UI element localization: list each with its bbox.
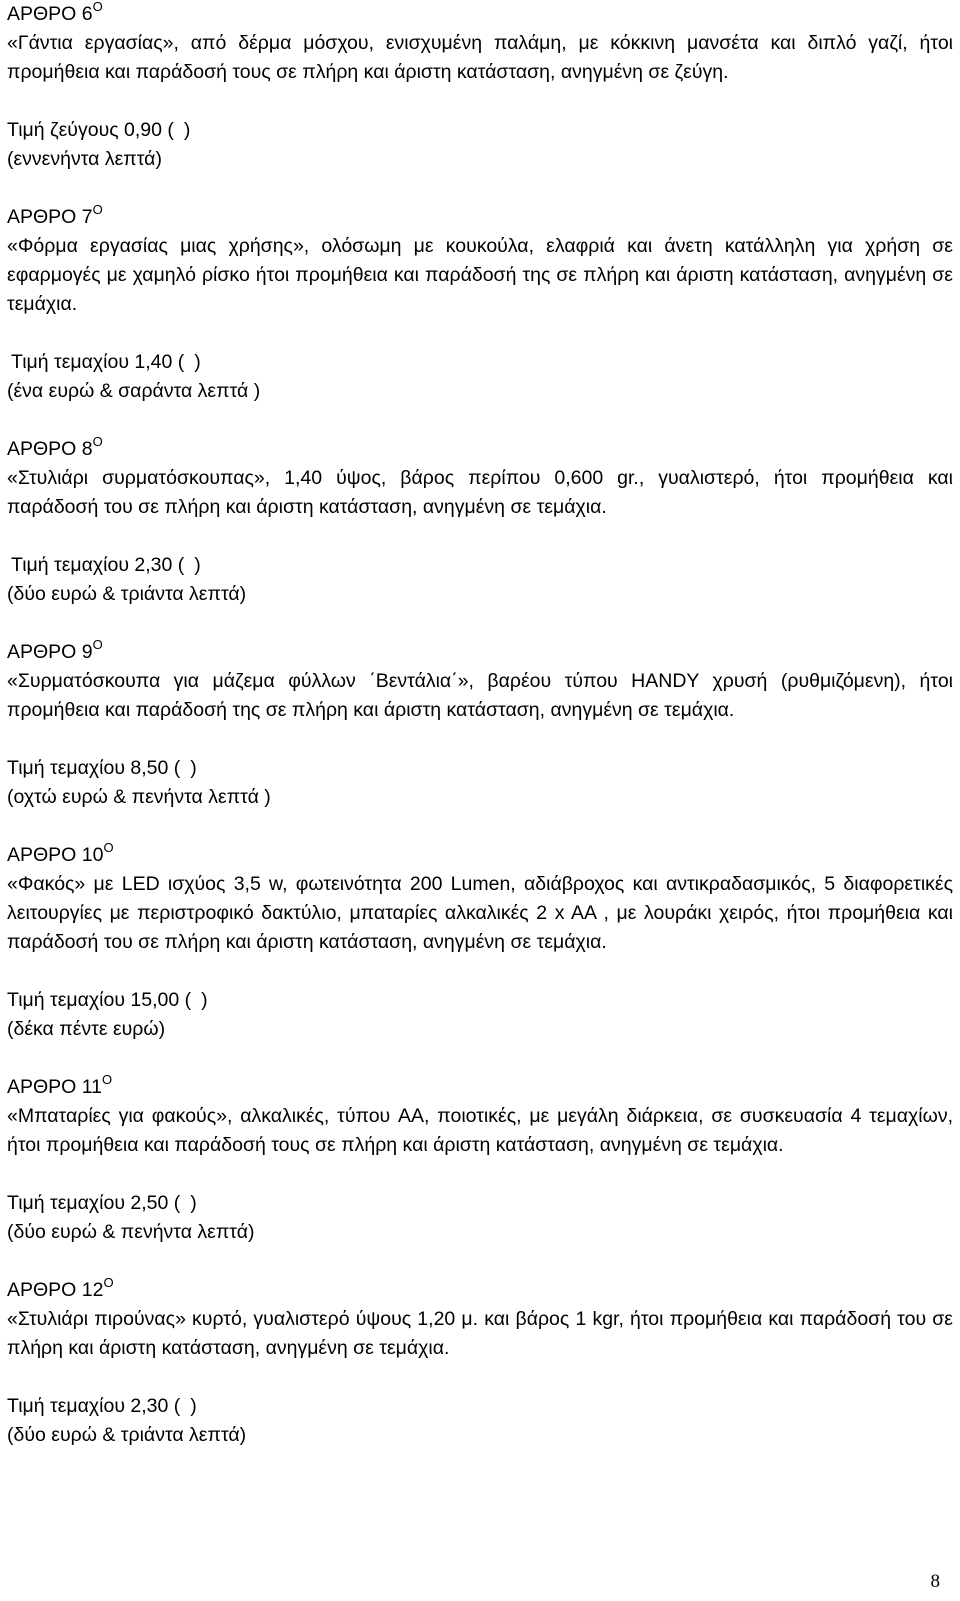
article-price-words: (ένα ευρώ & σαράντα λεπτά ): [7, 380, 261, 402]
article-6: [7, 0, 953, 203]
article-description: «Στυλιάρι πιρούνας» κυρτό, γυαλιστερό ύψους 1,20 μ. και βάρος 1 kgr, ήτοι προμήθεια και παράδοσή του σε πλήρη και άριστη κατάσταση, ανηγμένη σε τεμάχια.: [7, 1308, 953, 1359]
article-7: [7, 203, 953, 435]
article-price: Τιμή τεμαχίου 1,40 ( ): [11, 351, 201, 373]
article-11: [7, 1073, 953, 1276]
article-price: Τιμή τεμαχίου 2,30 ( ): [11, 554, 201, 576]
article-price: Τιμή τεμαχίου 8,50 ( ): [7, 757, 197, 779]
article-heading: ΑΡΘΡΟ $12^O$: [7, 1274, 114, 1301]
page-number: 8: [930, 1571, 940, 1592]
article-heading: ΑΡΘΡΟ $8^O$: [7, 433, 103, 460]
article-price: Τιμή ζεύγους 0,90 ( ): [7, 119, 191, 141]
article-heading: ΑΡΘΡΟ $11^O$: [7, 1071, 113, 1098]
article-description: «Συρματόσκουπα για μάζεμα φύλλων ΄Βεντάλια΄», βαρέου τύπου HANDY χρυσή (ρυθμιζόμενη), ήτοι προμήθεια και παράδοσή της σε πλήρη και άριστη κατάσταση, ανηγμένη σε τεμάχια.: [7, 670, 953, 721]
article-price-words: (δύο ευρώ & πενήντα λεπτά): [7, 1221, 255, 1243]
article-price-words: (εννενήντα λεπτά): [7, 148, 162, 170]
article-price: Τιμή τεμαχίου 15,00 ( ): [7, 989, 208, 1011]
article-10: [7, 841, 953, 1073]
document-page: [7, 0, 953, 1450]
article-description: «Στυλιάρι συρματόσκουπας», 1,40 ύψος, βάρος περίπου 0,600 gr., γυαλιστερό, ήτοι προμήθεια και παράδοσή του σε πλήρη και άριστη κατάσταση, ανηγμένη σε τεμάχια.: [7, 467, 953, 518]
article-description: «Γάντια εργασίας», από δέρμα μόσχου, ενισχυμένη παλάμη, με κόκκινη μανσέτα και διπλό γαζί, ήτοι προμήθεια και παράδοσή τους σε πλήρη και άριστη κατάσταση, ανηγμένη σε ζεύγη.: [7, 32, 953, 83]
article-heading: ΑΡΘΡΟ $7^O$: [7, 201, 103, 228]
article-heading: ΑΡΘΡΟ $10^O$: [7, 839, 114, 866]
article-price: Τιμή τεμαχίου 2,30 ( ): [7, 1395, 197, 1417]
article-price-words: (οχτώ ευρώ & πενήντα λεπτά ): [7, 786, 271, 808]
article-9: [7, 638, 953, 841]
article-price-words: (δύο ευρώ & τριάντα λεπτά): [7, 1424, 247, 1446]
article-description: «Φόρμα εργασίας μιας χρήσης», ολόσωμη με κουκούλα, ελαφριά και άνετη κατάλληλη για χρήση σε εφαρμογές με χαμηλό ρίσκο ήτοι προμήθεια και παράδοσή της σε πλήρη και άριστη κατάσταση, ανηγμένη σε τεμάχια.: [7, 235, 953, 315]
article-heading: ΑΡΘΡΟ $9^O$: [7, 636, 103, 663]
article-price: Τιμή τεμαχίου 2,50 ( ): [7, 1192, 197, 1214]
article-8: [7, 435, 953, 638]
article-description: «Μπαταρίες για φακούς», αλκαλικές, τύπου AA, ποιοτικές, με μεγάλη διάρκεια, σε συσκευασία 4 τεμαχίων, ήτοι προμήθεια και παράδοσή τους σε πλήρη και άριστη κατάσταση, ανηγμένη σε τεμάχια.: [7, 1105, 953, 1156]
article-description: «Φακός» με LED ισχύος 3,5 w, φωτεινότητα 200 Lumen, αδιάβροχος και αντικραδασμικός, 5 διαφορετικές λειτουργίες με περιστροφικό δακτύλιο, μπαταρίες αλκαλικές 2 x AA , με λουράκι χειρός, ήτοι προμήθεια και παράδοσή του σε πλήρη και άριστη κατάσταση, ανηγμένη σε τεμάχια.: [7, 873, 953, 953]
article-price-words: (δέκα πέντε ευρώ): [7, 1018, 166, 1040]
article-12: [7, 1276, 953, 1450]
article-heading: ΑΡΘΡΟ $6^O$: [7, 0, 103, 25]
article-price-words: (δύο ευρώ & τριάντα λεπτά): [7, 583, 247, 605]
